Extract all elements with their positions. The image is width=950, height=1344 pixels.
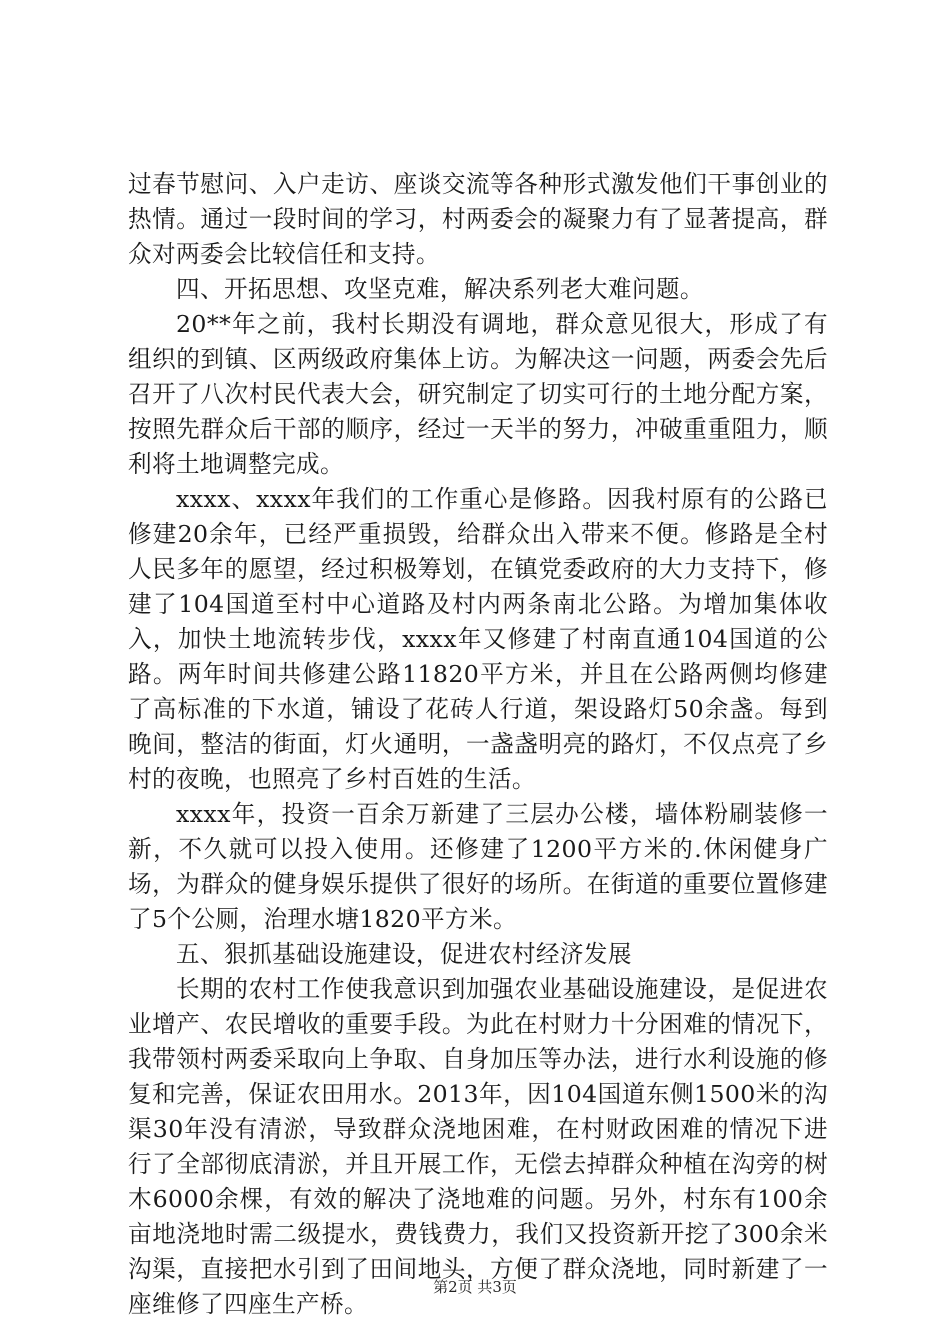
paragraph-road-construction: xxxx、xxxx年我们的工作重心是修路。因我村原有的公路已修建20余年，已经严重损毁，给群众出入带来不便。修路是全村人民多年的愿望，经过积极筹划，在镇党委政府的大力支持下，修建了104国道至村中心道路及村内两条南北公路。为增加集体收入，加快土地流转步伐，xxxx年又修建了村南直通104国道的公路。两年时间共修建公路11820平方米，并且在公路两侧均修建了高标准的下水道，铺设了花砖人行道，架设路灯50余盏。每到晚间，整洁的街面，灯火通明，一盏盏明亮的路灯，不仅点亮了乡村的夜晚，也照亮了乡村百姓的生活。 [128, 485, 828, 793]
document-body [128, 167, 828, 1322]
section-heading-5: 五、狠抓基础设施建设，促进农村经济发展 [176, 940, 632, 968]
paragraph-infrastructure: 长期的农村工作使我意识到加强农业基础设施建设，是促进农业增产、农民增收的重要手段。为此在村财力十分困难的情况下，我带领村两委采取向上争取、自身加压等办法，进行水利设施的修复和完善，保证农田用水。2013年，因104国道东侧1500米的沟渠30年没有清淤，导致群众浇地困难，在村财政困难的情况下进行了全部彻底清淤，并且开展工作，无偿去掉群众种植在沟旁的树木6000余棵，有效的解决了浇地难的问题。另外，村东有100余亩地浇地时需二级提水，费钱费力，我们又投资新开挖了300余米沟渠，直接把水引到了田间地头，方便了群众浇地，同时新建了一座维修了四座生产桥。 [128, 975, 828, 1318]
section-heading-4: 四、开拓思想、攻坚克难，解决系列老大难问题。 [176, 275, 704, 303]
paragraph-land-adjustment: 20**年之前，我村长期没有调地，群众意见很大，形成了有组织的到镇、区两级政府集体上访。为解决这一问题，两委会先后召开了八次村民代表大会，研究制定了切实可行的土地分配方案，按照先群众后干部的顺序，经过一天半的努力，冲破重重阻力，顺利将土地调整完成。 [128, 310, 828, 478]
paragraph-office-building: xxxx年，投资一百余万新建了三层办公楼，墙体粉刷装修一新，不久就可以投入使用。还修建了1200平方米的.休闲健身广场，为群众的健身娱乐提供了很好的场所。在街道的重要位置修建了5个公厕，治理水塘1820平方米。 [128, 800, 828, 933]
paragraph-continuation: 过春节慰问、入户走访、座谈交流等各种形式激发他们干事创业的热情。通过一段时间的学习，村两委会的凝聚力有了显著提高，群众对两委会比较信任和支持。 [128, 170, 828, 268]
page-footer: 第2页 共3页 [433, 1278, 517, 1296]
